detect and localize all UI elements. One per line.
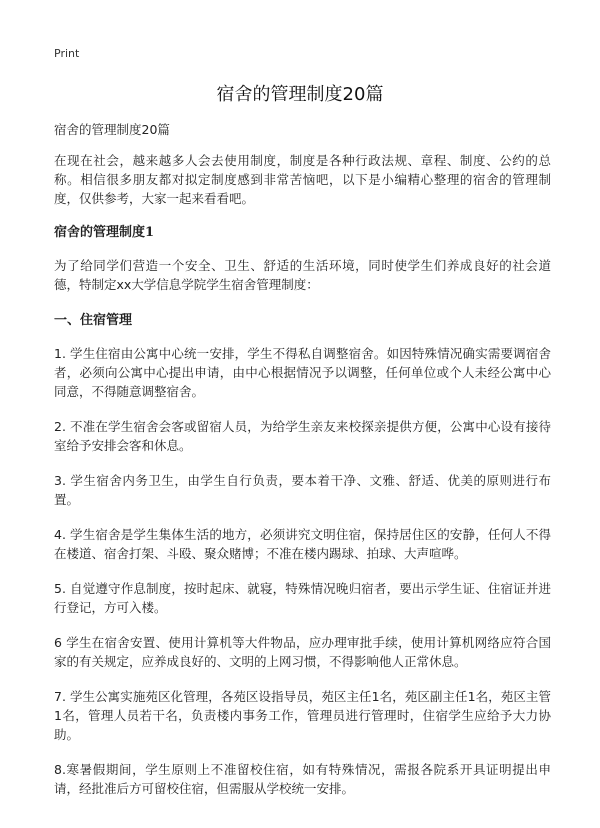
rule-item-1: 1. 学生住宿由公寓中心统一安排，学生不得私自调整宿舍。如因特殊情况确实需要调宿舍者，必须向公寓中心提出申请，由中心根据情况予以调整，任何单位或个人未经公寓中心同意，不得随意调整宿舍。 <box>54 346 551 399</box>
rule-item-3: 3. 学生宿舍内务卫生，由学生自行负责，要本着干净、文雅、舒适、优美的原则进行布置。 <box>54 473 551 507</box>
document-body <box>54 120 551 814</box>
subsection-heading: 一、住宿管理 <box>54 313 133 328</box>
rule-item-5: 5. 自觉遵守作息制度，按时起床、就寝，特殊情况晚归宿者，要出示学生证、住宿证并进行登记，方可入楼。 <box>54 581 551 615</box>
rule-item-7: 7. 学生公寓实施苑区化管理，各苑区设指导员，苑区主任1名，苑区副主任1名，苑区主管1名，管理人员若干名，负责楼内事务工作，管理员进行管理时，住宿学生应给予大力协助。 <box>54 689 551 742</box>
page-title: 宿舍的管理制度20篇 <box>216 84 384 105</box>
document-subtitle: 宿舍的管理制度20篇 <box>54 122 170 137</box>
rule-item-6: 6 学生在宿舍安置、使用计算机等大件物品，应办理审批手续，使用计算机网络应符合国家的有关规定，应养成良好的、文明的上网习惯，不得影响他人正常休息。 <box>54 635 551 669</box>
intro-paragraph: 在现在社会，越来越多人会去使用制度，制度是各种行政法规、章程、制度、公约的总称。相信很多朋友都对拟定制度感到非常苦恼吧，以下是小编精心整理的宿舍的管理制度，仅供参考，大家一起来看看吧。 <box>54 153 551 206</box>
rule-item-2: 2. 不准在学生宿舍会客或留宿人员，为给学生亲友来校探亲提供方便，公寓中心设有接待室给予安排会客和休息。 <box>54 419 551 453</box>
print-link[interactable]: Print <box>54 47 80 60</box>
rule-item-8: 8.寒暑假期间，学生原则上不准留校住宿，如有特殊情况，需报各院系开具证明提出申请，经批准后方可留校住宿，但需服从学校统一安排。 <box>54 762 551 796</box>
section-intro-paragraph: 为了给同学们营造一个安全、卫生、舒适的生活环境，同时使学生们养成良好的社会道德，特制定xx大学信息学院学生宿舍管理制度： <box>54 258 551 292</box>
section-heading: 宿舍的管理制度1 <box>54 225 155 240</box>
rule-item-4: 4. 学生宿舍是学生集体生活的地方，必须讲究文明住宿，保持居住区的安静，任何人不得在楼道、宿舍打架、斗殴、聚众赌博；不准在楼内踢球、拍球、大声喧哗。 <box>54 527 551 561</box>
